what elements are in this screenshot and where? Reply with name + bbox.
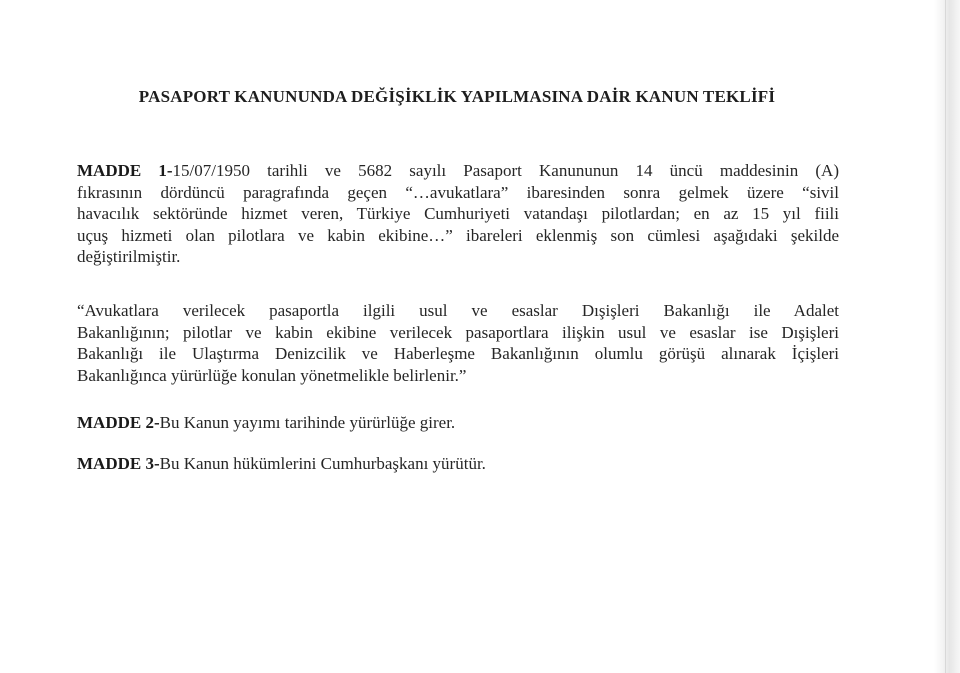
article-1-line-1-text: 15/07/1950 tarihli ve 5682 sayılı Pasaport Kanununun 14 üncü maddesinin (A) bbox=[172, 161, 839, 180]
article-3-line bbox=[77, 453, 839, 475]
article-1-line-2: fıkrasının dördüncü paragrafında geçen “…avukatlara” ibaresinden sonra gelmek üzere “sivil bbox=[77, 182, 839, 202]
article-3 bbox=[77, 453, 839, 475]
quote-line-2: Bakanlığının; pilotlar ve kabin ekibine verilecek pasaportlara ilişkin usul ve esaslar ise Dışişleri bbox=[77, 322, 839, 342]
article-3-text: Bu Kanun hükümlerini Cumhurbaşkanı yürütür. bbox=[159, 454, 486, 473]
article-2-text: Bu Kanun yayımı tarihinde yürürlüğe girer. bbox=[159, 413, 456, 432]
quote-line-4: Bakanlığınca yürürlüğe konulan yönetmelikle belirlenir.” bbox=[77, 365, 467, 385]
article-1-line-3: havacılık sektöründe hizmet veren, Türkiye Cumhuriyeti vatandaşı pilotlardan; en az 15 yıl fiili bbox=[77, 204, 839, 224]
page-edge-line bbox=[945, 0, 946, 673]
article-2-line bbox=[77, 412, 839, 434]
article-1 bbox=[77, 160, 839, 268]
amended-text-quote bbox=[77, 300, 839, 386]
quote-line-1: “Avukatlara verilecek pasaportla ilgili usul ve esaslar Dışişleri Bakanlığı ile Adalet bbox=[77, 301, 839, 320]
page-edge-shadow bbox=[934, 0, 960, 673]
article-2 bbox=[77, 412, 839, 434]
article-1-line-4: uçuş hizmeti olan pilotlara ve kabin ekibine…” ibareleri eklenmiş son cümlesi aşağıdaki şekilde bbox=[77, 225, 839, 245]
document-title: PASAPORT KANUNUNDA DEĞİŞİKLİK YAPILMASINA DAİR KANUN TEKLİFİ bbox=[138, 87, 776, 106]
article-1-label: MADDE 1- bbox=[77, 161, 173, 180]
article-2-label: MADDE 2- bbox=[77, 413, 160, 432]
article-1-line-1 bbox=[77, 160, 839, 182]
article-3-label: MADDE 3- bbox=[77, 454, 160, 473]
quote-line-3: Bakanlığı ile Ulaştırma Denizcilik ve Haberleşme Bakanlığının olumlu görüşü alınarak İçişleri bbox=[77, 344, 839, 364]
article-1-line-5: değiştirilmiştir. bbox=[77, 247, 181, 267]
